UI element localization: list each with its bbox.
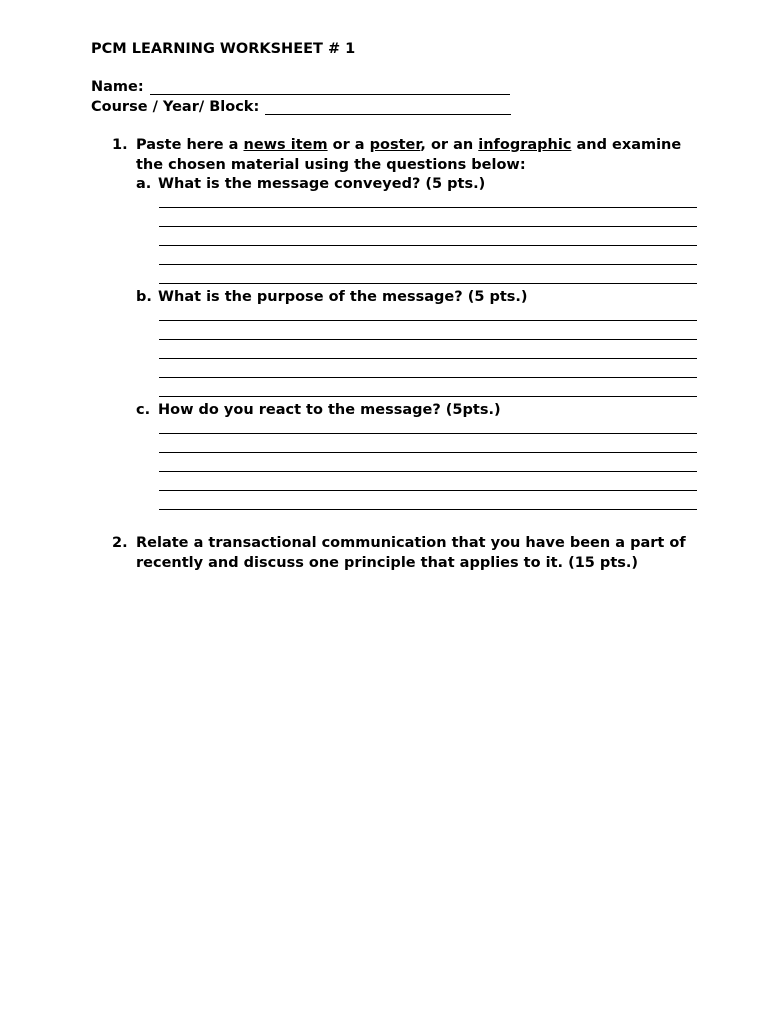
name-blank-line — [150, 82, 510, 95]
question-2-text: Relate a transactional communication that you have been a part of recently and discuss one principle that applies to it. (15 pts.) — [136, 535, 686, 571]
answer-lines-a — [159, 189, 697, 284]
answer-line — [159, 302, 697, 321]
answer-line — [159, 378, 697, 397]
answer-line — [159, 227, 697, 246]
question-1-text-part: or a — [327, 137, 370, 153]
answer-line — [159, 472, 697, 491]
answer-lines-b — [159, 302, 697, 397]
sub-question-text: What is the message conveyed? (5 pts.) — [158, 176, 486, 192]
sub-question-text: How do you react to the message? (5pts.) — [158, 402, 501, 418]
question-1 — [112, 136, 712, 175]
answer-line — [159, 359, 697, 378]
question-1-text-part: and examine the chosen material using the questions below: — [136, 137, 682, 173]
question-1-text-part: Paste here a — [136, 137, 244, 153]
question-1-number: 1. — [112, 137, 128, 153]
answer-line — [159, 453, 697, 472]
question-2 — [112, 534, 712, 573]
answer-line — [159, 321, 697, 340]
course-year-block-label: Course / Year/ Block: — [91, 99, 260, 115]
answer-line — [159, 246, 697, 265]
sub-question-letter: b. — [136, 289, 152, 305]
answer-line — [159, 491, 697, 510]
name-field — [91, 79, 510, 95]
answer-line — [159, 265, 697, 284]
answer-line — [159, 415, 697, 434]
worksheet-title: PCM LEARNING WORKSHEET # 1 — [91, 41, 356, 57]
news-item-underlined: news item — [243, 137, 328, 153]
question-1-text-part: , or an — [420, 137, 479, 153]
answer-line — [159, 208, 697, 227]
sub-question-letter: c. — [136, 402, 151, 418]
course-year-block-blank-line — [265, 102, 511, 115]
answer-line — [159, 189, 697, 208]
question-2-number: 2. — [112, 535, 128, 551]
poster-underlined: poster — [369, 137, 421, 153]
course-year-block-field — [91, 99, 511, 115]
answer-lines-c — [159, 415, 697, 510]
infographic-underlined: infographic — [478, 137, 572, 153]
name-label: Name: — [91, 79, 144, 95]
answer-line — [159, 340, 697, 359]
sub-question-letter: a. — [136, 176, 152, 192]
sub-question-text: What is the purpose of the message? (5 pts.) — [158, 289, 528, 305]
answer-line — [159, 434, 697, 453]
question-1-text — [136, 136, 712, 175]
